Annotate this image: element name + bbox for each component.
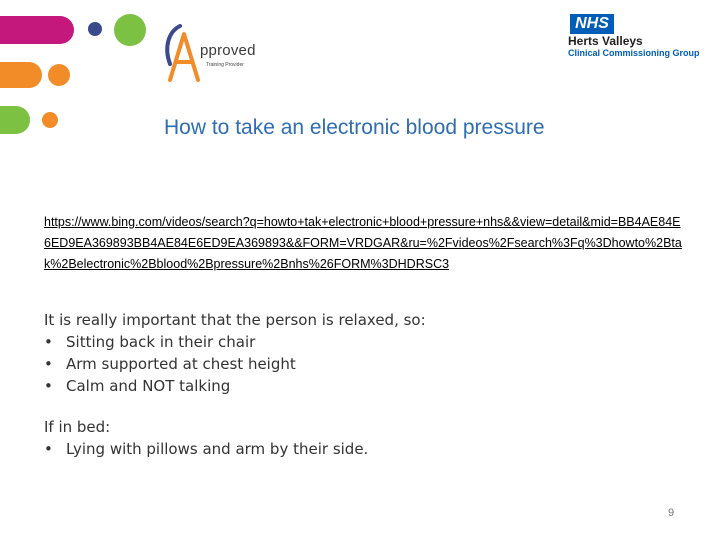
relaxed-bullets	[44, 331, 426, 397]
decor-magenta-bar	[0, 16, 74, 44]
decor-navy-dot	[88, 22, 102, 36]
relaxed-instructions	[44, 309, 426, 397]
approved-training-provider-logo	[160, 20, 270, 84]
decor-orange-bar	[0, 62, 42, 88]
in-bed-intro: If in bed:	[44, 418, 111, 436]
video-link[interactable]: https://www.bing.com/videos/search?q=howto+tak+electronic+blood+pressure+nhs&&view=detail&mid=BB4AE84E6ED9EA369893BB4AE84E6ED9EA369893&&FORM=VRDGAR&ru=%2Fvideos%2Fsearch%3Fq%3Dhowto%2Btak%2Belectronic%2Bblood%2Bpressure%2Bnhs%26FORM%3DHDRSC3	[44, 215, 682, 271]
approved-logo-text: pproved	[200, 42, 256, 59]
decor-orange-small-dot	[42, 112, 58, 128]
in-bed-instructions	[44, 416, 368, 460]
nhs-badge: NHS	[570, 14, 614, 34]
nhs-org-subtitle: Clinical Commissioning Group	[568, 48, 700, 58]
page-number: 9	[668, 507, 675, 519]
slide-title: How to take an electronic blood pressure	[164, 116, 545, 139]
nhs-herts-valleys-logo	[568, 14, 702, 64]
decor-green-bar	[0, 106, 30, 134]
list-item: • Sitting back in their chair	[44, 331, 426, 353]
in-bed-bullets	[44, 438, 368, 460]
decor-green-dot	[114, 14, 146, 46]
list-item: • Lying with pillows and arm by their side.	[44, 438, 368, 460]
decor-orange-dot	[48, 64, 70, 86]
approved-logo-subtext: Training Provider	[206, 62, 244, 68]
list-item: • Arm supported at chest height	[44, 353, 426, 375]
list-item: • Calm and NOT talking	[44, 375, 426, 397]
relaxed-intro: It is really important that the person is relaxed, so:	[44, 311, 426, 329]
nhs-org-name: Herts Valleys	[568, 34, 643, 48]
